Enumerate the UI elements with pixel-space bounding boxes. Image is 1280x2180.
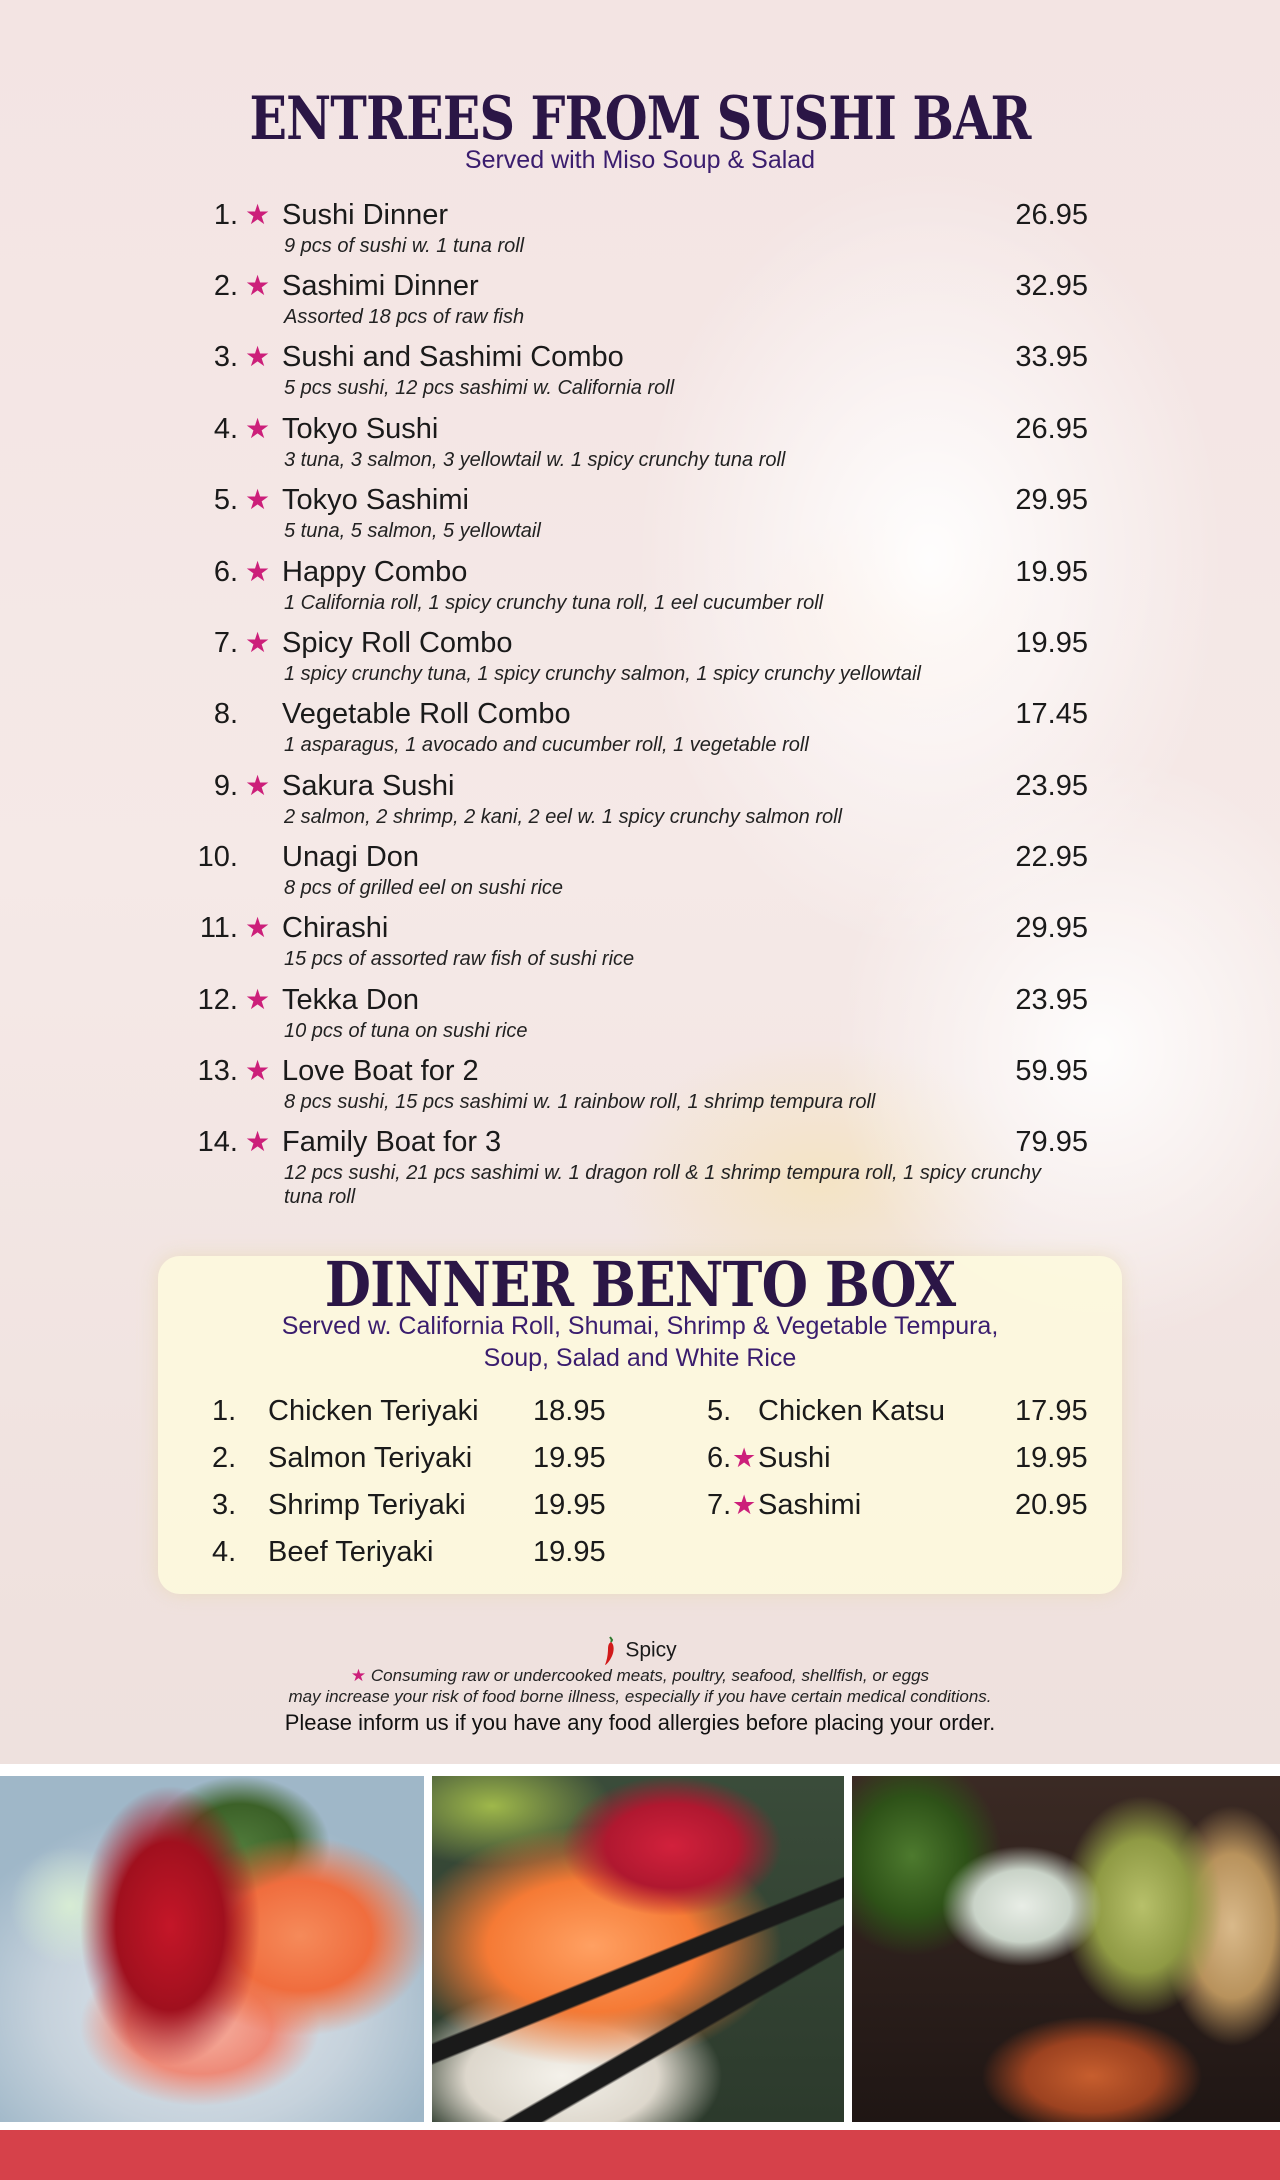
menu-item — [0, 555, 1280, 623]
item-number: 2. — [212, 1442, 237, 1474]
item-number: 6. — [213, 556, 238, 588]
raw-star-icon: ★ — [245, 484, 271, 515]
item-price: 26.95 — [1015, 413, 1088, 445]
item-name: Shrimp Teriyaki — [268, 1489, 466, 1521]
item-number: 7. — [213, 627, 238, 659]
item-price: 22.95 — [1015, 841, 1088, 873]
item-number: 9. — [213, 770, 238, 802]
item-number: 10. — [197, 841, 238, 873]
raw-star-icon: ★ — [245, 770, 271, 801]
item-name: Beef Teriyaki — [268, 1536, 434, 1568]
menu-item — [0, 769, 1280, 837]
entrees-subtitle: Served with Miso Soup & Salad — [464, 146, 816, 174]
item-number: 3. — [213, 341, 238, 373]
item-price: 19.95 — [1015, 1442, 1088, 1474]
item-name: Salmon Teriyaki — [268, 1442, 473, 1474]
item-name: Sushi and Sashimi Combo — [282, 341, 624, 373]
item-number: 5. — [213, 484, 238, 516]
item-price: 19.95 — [533, 1442, 606, 1474]
bento-subtitle-line1: Served w. California Roll, Shumai, Shrimp & Vegetable Tempura, — [281, 1312, 999, 1340]
raw-star-icon: ★ — [245, 341, 271, 372]
menu-item — [0, 412, 1280, 480]
item-number: 3. — [212, 1489, 237, 1521]
raw-star-icon: ★ — [245, 627, 271, 658]
item-price: 23.95 — [1015, 984, 1088, 1016]
item-price: 29.95 — [1015, 912, 1088, 944]
raw-star-icon: ★ — [245, 270, 271, 301]
raw-star-icon: ★ — [245, 413, 271, 444]
raw-food-notice-line1 — [0, 1666, 1280, 1686]
item-description: 1 asparagus, 1 avocado and cucumber roll, 1 vegetable roll — [284, 734, 809, 756]
salmon-nigiri-photo — [432, 1776, 844, 2122]
menu-item — [0, 198, 1280, 266]
item-name: Sashimi Dinner — [282, 270, 479, 302]
menu-item — [0, 626, 1280, 694]
bottom-color-bar — [0, 2130, 1280, 2180]
item-number: 1. — [212, 1395, 237, 1427]
raw-star-icon: ★ — [245, 1126, 271, 1157]
item-number: 7. — [707, 1489, 732, 1521]
item-number: 4. — [213, 413, 238, 445]
item-description: 8 pcs of grilled eel on sushi rice — [284, 877, 564, 899]
item-description: 1 spicy crunchy tuna, 1 spicy crunchy salmon, 1 spicy crunchy yellowtail — [284, 663, 921, 685]
item-description: 5 pcs sushi, 12 pcs sashimi w. California roll — [284, 377, 675, 399]
item-name: Vegetable Roll Combo — [282, 698, 571, 730]
item-name: Family Boat for 3 — [282, 1126, 502, 1158]
item-name: Sakura Sushi — [282, 770, 455, 802]
raw-star-icon: ★ — [245, 984, 271, 1015]
item-number: 8. — [213, 698, 238, 730]
item-number: 4. — [212, 1536, 237, 1568]
item-price: 19.95 — [1015, 627, 1088, 659]
raw-food-notice-line2: may increase your risk of food borne illness, especially if you have certain medical conditions. — [288, 1687, 992, 1706]
item-name: Unagi Don — [282, 841, 420, 873]
item-name: Happy Combo — [282, 556, 468, 588]
item-name: Tokyo Sushi — [282, 413, 439, 445]
item-number: 11. — [199, 912, 238, 944]
item-price: 19.95 — [533, 1489, 606, 1521]
item-price: 32.95 — [1015, 270, 1088, 302]
item-price: 29.95 — [1015, 484, 1088, 516]
item-price: 20.95 — [1015, 1489, 1088, 1521]
item-price: 33.95 — [1015, 341, 1088, 373]
item-description: 15 pcs of assorted raw fish of sushi rice — [284, 948, 635, 970]
menu-item — [0, 269, 1280, 337]
item-description: 1 California roll, 1 spicy crunchy tuna roll, 1 eel cucumber roll — [284, 592, 824, 614]
menu-item — [0, 340, 1280, 408]
raw-star-icon: ★ — [245, 912, 271, 943]
bento-title: DINNER BENTO BOX — [324, 1248, 956, 1321]
sashimi-platter-photo — [0, 1776, 424, 2122]
item-name: Sushi Dinner — [282, 199, 449, 231]
item-description: 2 salmon, 2 shrimp, 2 kani, 2 eel w. 1 spicy crunchy salmon roll — [284, 806, 843, 828]
item-price: 23.95 — [1015, 770, 1088, 802]
chili-pepper-icon — [603, 1636, 617, 1666]
item-name: Chicken Katsu — [758, 1395, 945, 1427]
item-name: Chicken Teriyaki — [268, 1395, 479, 1427]
menu-item — [0, 1054, 1280, 1122]
raw-star-icon: ★ — [350, 1666, 367, 1685]
item-price: 17.95 — [1015, 1395, 1088, 1427]
menu-item — [0, 1125, 1280, 1215]
raw-star-icon: ★ — [245, 1055, 271, 1086]
item-price: 26.95 — [1015, 199, 1088, 231]
spicy-legend — [0, 1636, 1280, 1666]
item-description: 12 pcs sushi, 21 pcs sashimi w. 1 dragon roll & 1 shrimp tempura roll, 1 spicy crunchy tuna roll — [284, 1162, 1041, 1208]
item-number: 6. — [707, 1442, 732, 1474]
item-number: 12. — [197, 984, 238, 1016]
item-name: Chirashi — [282, 912, 389, 944]
bento-box-photo — [852, 1776, 1280, 2122]
item-description: 9 pcs of sushi w. 1 tuna roll — [284, 235, 525, 257]
item-name: Sashimi — [758, 1489, 862, 1521]
item-name: Love Boat for 2 — [282, 1055, 479, 1087]
item-description: 5 tuna, 5 salmon, 5 yellowtail — [284, 520, 541, 542]
raw-star-icon: ★ — [245, 199, 271, 230]
item-description: 8 pcs sushi, 15 pcs sashimi w. 1 rainbow roll, 1 shrimp tempura roll — [284, 1091, 876, 1113]
item-description: 10 pcs of tuna on sushi rice — [284, 1020, 528, 1042]
item-number: 14. — [197, 1126, 238, 1158]
item-price: 59.95 — [1015, 1055, 1088, 1087]
raw-star-icon: ★ — [245, 556, 271, 587]
menu-item — [0, 840, 1280, 908]
allergy-note: Please inform us if you have any food allergies before placing your order. — [284, 1710, 996, 1735]
menu-item — [0, 911, 1280, 979]
entrees-title: ENTREES FROM SUSHI BAR — [249, 84, 1031, 154]
notice-text: Consuming raw or undercooked meats, poultry, seafood, shellfish, or eggs — [370, 1666, 930, 1685]
item-name: Sushi — [758, 1442, 831, 1474]
raw-star-icon: ★ — [732, 1490, 757, 1520]
menu-item — [0, 697, 1280, 765]
item-name: Tokyo Sashimi — [282, 484, 469, 516]
item-price: 79.95 — [1015, 1126, 1088, 1158]
item-price: 19.95 — [533, 1536, 606, 1568]
spicy-label: Spicy — [625, 1638, 677, 1662]
bento-subtitle-line2: Soup, Salad and White Rice — [483, 1344, 797, 1372]
menu-item — [0, 983, 1280, 1051]
item-price: 19.95 — [1015, 556, 1088, 588]
item-number: 13. — [197, 1055, 238, 1087]
item-description: 3 tuna, 3 salmon, 3 yellowtail w. 1 spicy crunchy tuna roll — [284, 449, 786, 471]
item-price: 17.45 — [1015, 698, 1088, 730]
raw-star-icon: ★ — [732, 1443, 757, 1473]
item-number: 1. — [213, 199, 238, 231]
item-name: Tekka Don — [282, 984, 420, 1016]
item-number: 2. — [213, 270, 238, 302]
photo-strip — [0, 1764, 1280, 2130]
item-price: 18.95 — [533, 1395, 606, 1427]
item-number: 5. — [707, 1395, 732, 1427]
item-description: Assorted 18 pcs of raw fish — [284, 306, 525, 328]
item-name: Spicy Roll Combo — [282, 627, 513, 659]
menu-item — [0, 483, 1280, 551]
